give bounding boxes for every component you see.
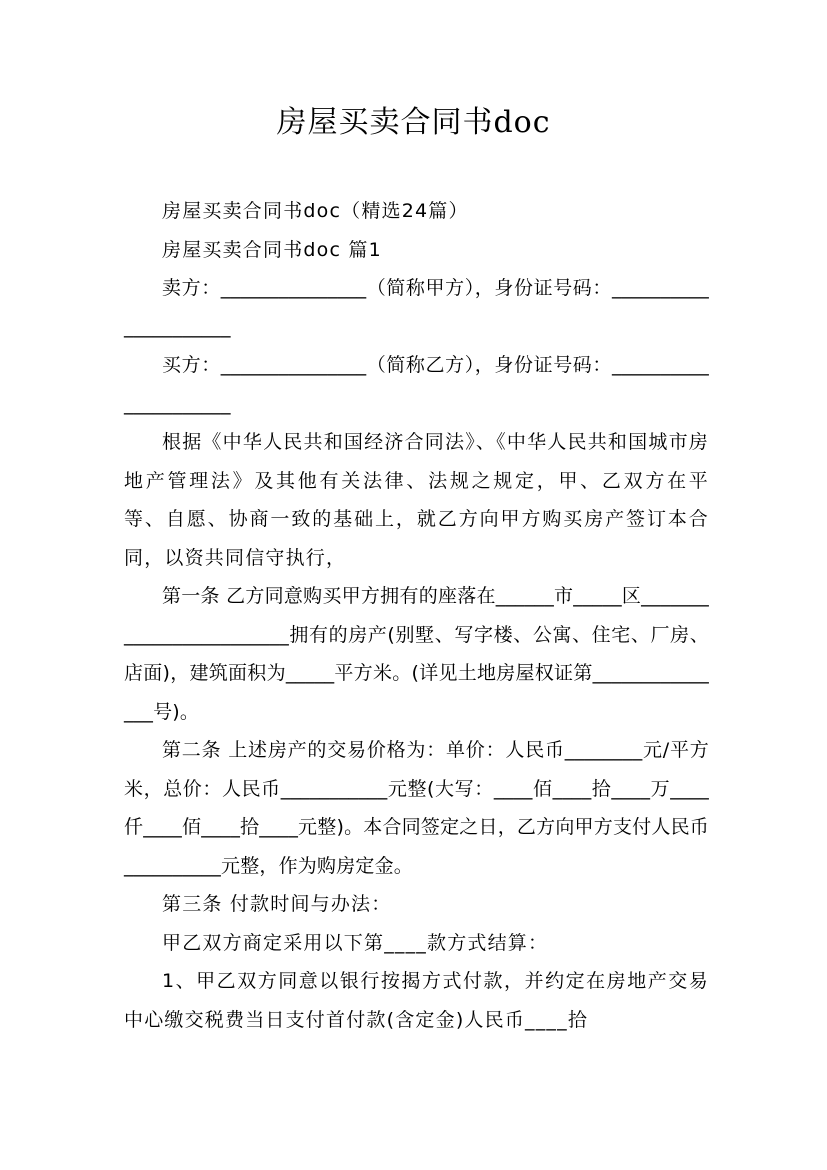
- document-body: [124, 192, 716, 1039]
- document-title: 房屋买卖合同书doc: [276, 105, 551, 140]
- paragraph-article-2: 第二条 上述房产的交易价格为：单价：人民币________元/平方米，总价：人民币___________元整(大写：____佰____拾____万____仟____佰____拾____元整)。本合同签定之日，乙方向甲方支付人民币 __________元整，作为购房定金。: [124, 739, 716, 877]
- paragraph-article-1: 第一条 乙方同意购买甲方拥有的座落在______市_____区________________________拥有的房产(别墅、写字楼、公寓、住宅、厂房、店面)，建筑面积为_____平方米。(详见土地房屋权证第_______________号)。: [124, 585, 709, 723]
- paragraph-basis: 根据《中华人民共和国经济合同法》、《中华人民共和国城市房地产管理法》及其他有关法律、法规之规定，甲、乙双方在平等、自愿、协商一致的基础上，就乙方向甲方购买房产签订本合同，以资共同信守执行，: [124, 431, 709, 569]
- paragraph-subtitle: 房屋买卖合同书doc（精选24篇）: [162, 200, 469, 222]
- paragraph-article-3: 第三条 付款时间与办法：: [162, 893, 392, 915]
- paragraph-payment-method: 甲乙双方商定采用以下第____款方式结算：: [162, 931, 549, 954]
- paragraph-payment-option-1: 1、甲乙双方同意以银行按揭方式付款，并约定在房地产交易中心缴交税费当日支付首付款(含定金)人民币____拾: [124, 970, 709, 1031]
- paragraph-section-heading: 房屋买卖合同书doc 篇1: [162, 238, 382, 261]
- paragraph-seller: 卖方：_______________（简称甲方），身份证号码：_____________________: [124, 277, 709, 338]
- paragraph-buyer: 买方：_______________（简称乙方），身份证号码：_____________________: [124, 354, 709, 415]
